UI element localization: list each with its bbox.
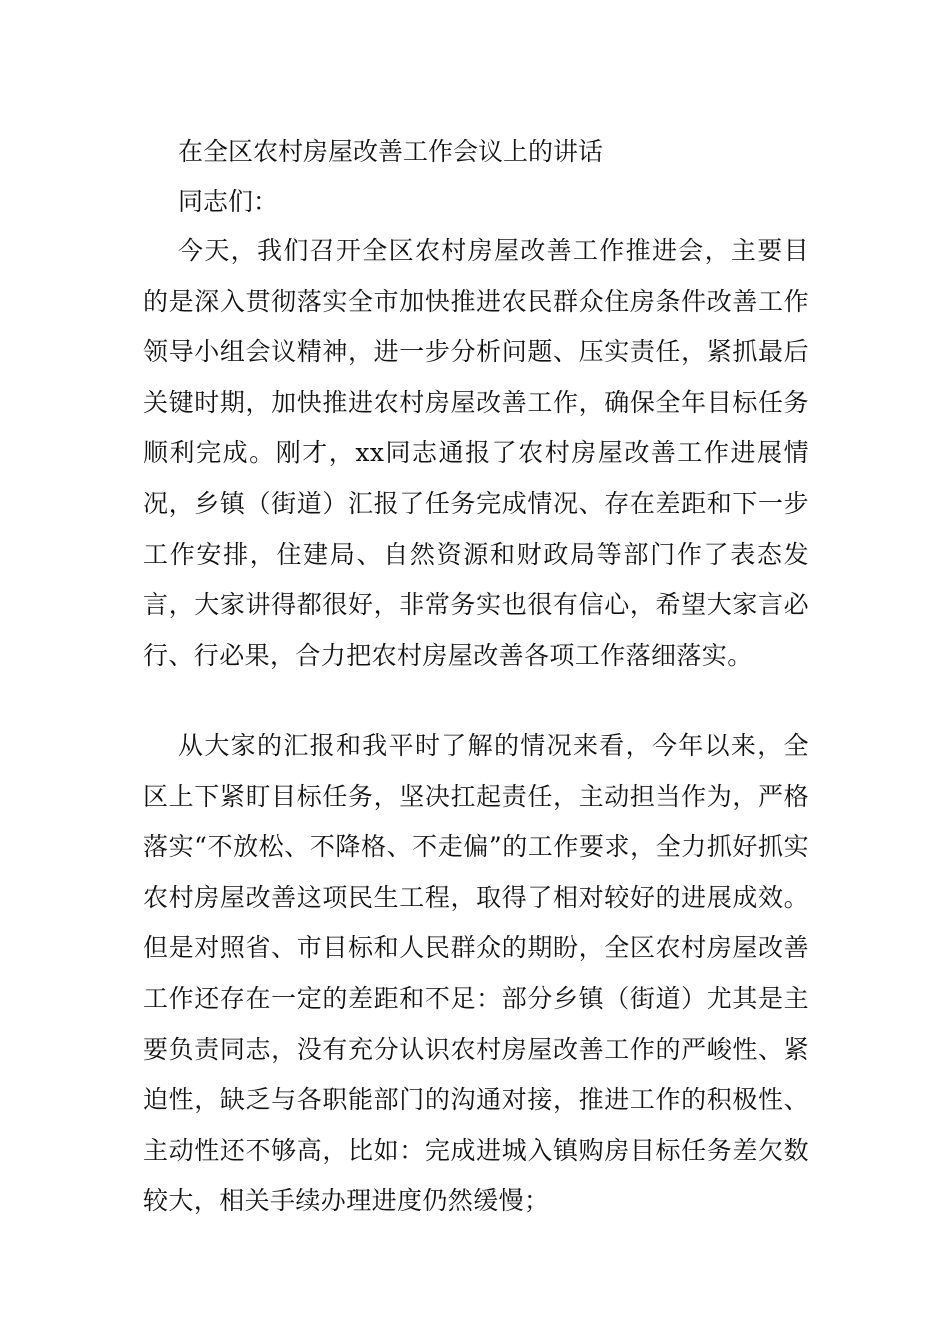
document-title: 在全区农村房屋改善工作会议上的讲话: [178, 137, 604, 166]
salutation: 同志们：: [178, 187, 279, 216]
paragraph-2: 从大家的汇报和我平时了解的情况来看，今年以来，全区上下紧盯目标任务，坚决扛起责任，主动担当作为，严格落实“不放松、不降格、不走偏”的工作要求，全力抓好抓实农村房屋改善这项民生工程，取得了相对较好的进展成效。但是对照省、市目标和人民群众的期盼，全区农村房屋改善工作还存在一定的差距和不足：部分乡镇（街道）尤其是主要负责同志，没有充分认识农村房屋改善工作的严峻性、紧迫性，缺乏与各职能部门的沟通对接，推进工作的积极性、主动性还不够高，比如：完成进城入镇购房目标任务差欠数较大，相关手续办理进度仍然缓慢；: [143, 731, 809, 1216]
paragraph-1: 今天，我们召开全区农村房屋改善工作推进会，主要目的是深入贯彻落实全市加快推进农民群众住房条件改善工作领导小组会议精神，进一步分析问题、压实责任，紧抓最后关键时期，加快推进农村房屋改善工作，确保全年目标任务顺利完成。刚才，xx同志通报了农村房屋改善工作进展情况，乡镇（街道）汇报了任务完成情况、存在差距和下一步工作安排，住建局、自然资源和财政局等部门作了表态发言，大家讲得都很好，非常务实也很有信心，希望大家言必行、行必果，合力把农村房屋改善各项工作落细落实。: [143, 236, 809, 670]
